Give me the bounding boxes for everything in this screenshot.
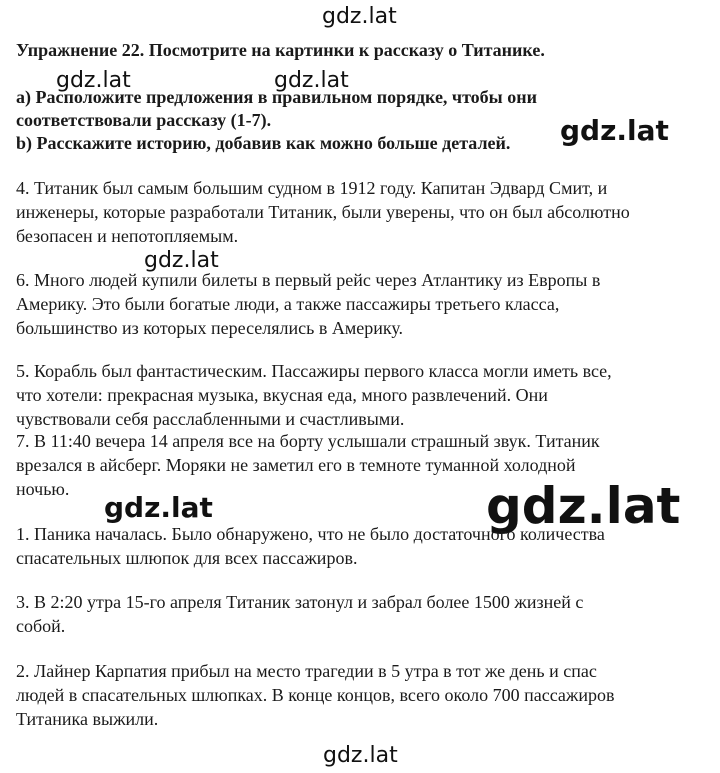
watermark: gdz.lat bbox=[104, 491, 213, 524]
paragraph-line: собой. bbox=[16, 616, 66, 636]
watermark: gdz.lat bbox=[560, 114, 669, 147]
watermark: gdz.lat bbox=[274, 68, 349, 93]
paragraph-line: безопасен и непотопляемым. bbox=[16, 226, 239, 246]
paragraph-line: 4. Титаник был самым большим судном в 1912 году. Капитан Эдвард Смит, и bbox=[16, 178, 608, 198]
watermark: gdz.lat bbox=[144, 248, 219, 273]
task-a-line: соответствовали рассказу (1-7). bbox=[16, 110, 272, 130]
paragraph-line: большинство из которых переселялись в Америку. bbox=[16, 318, 404, 338]
paragraph-line: спасательных шлюпок для всех пассажиров. bbox=[16, 548, 358, 568]
paragraph-3 bbox=[16, 590, 706, 638]
paragraph-line: 7. В 11:40 вечера 14 апреля все на борту услышали страшный звук. Титаник bbox=[16, 431, 600, 451]
paragraph-line: людей в спасательных шлюпках. В конце концов, всего около 700 пассажиров bbox=[16, 685, 615, 705]
paragraph-2 bbox=[16, 659, 706, 731]
task-a-line: a) Расположите предложения в правильном порядке, чтобы они bbox=[16, 87, 537, 107]
watermark: gdz.lat bbox=[56, 68, 131, 93]
exercise-title: Упражнение 22. Посмотрите на картинки к рассказу о Титанике. bbox=[16, 40, 545, 60]
paragraph-7 bbox=[16, 429, 706, 501]
paragraph-6 bbox=[16, 268, 706, 340]
paragraph-4 bbox=[16, 176, 706, 248]
paragraph-line: инженеры, которые разработали Титаник, были уверены, что он был абсолютно bbox=[16, 202, 630, 222]
paragraph-1 bbox=[16, 522, 706, 570]
watermark: gdz.lat bbox=[323, 743, 398, 768]
paragraph-line: ночью. bbox=[16, 479, 70, 499]
paragraph-line: чувствовали себя расслабленными и счастливыми. bbox=[16, 409, 405, 429]
watermark: gdz.lat bbox=[322, 4, 397, 29]
paragraph-line: 1. Паника началась. Было обнаружено, что не было достаточного количества bbox=[16, 524, 605, 544]
paragraph-5 bbox=[16, 359, 706, 431]
paragraph-line: врезался в айсберг. Моряки не заметил его в темноте туманной холодной bbox=[16, 455, 576, 475]
paragraph-line: что хотели: прекрасная музыка, вкусная еда, много развлечений. Они bbox=[16, 385, 548, 405]
paragraph-line: 6. Много людей купили билеты в первый рейс через Атлантику из Европы в bbox=[16, 270, 601, 290]
task-a bbox=[16, 86, 537, 132]
paragraph-line: 3. В 2:20 утра 15-го апреля Титаник затонул и забрал более 1500 жизней с bbox=[16, 592, 584, 612]
task-b: b) Расскажите историю, добавив как можно больше деталей. bbox=[16, 133, 511, 153]
paragraph-line: 5. Корабль был фантастическим. Пассажиры первого класса могли иметь все, bbox=[16, 361, 612, 381]
paragraph-line: 2. Лайнер Карпатия прибыл на место трагедии в 5 утра в тот же день и спас bbox=[16, 661, 597, 681]
paragraph-line: Титаника выжили. bbox=[16, 709, 159, 729]
paragraph-line: Америку. Это были богатые люди, а также пассажиры третьего класса, bbox=[16, 294, 560, 314]
watermark: gdz.lat bbox=[486, 477, 681, 535]
